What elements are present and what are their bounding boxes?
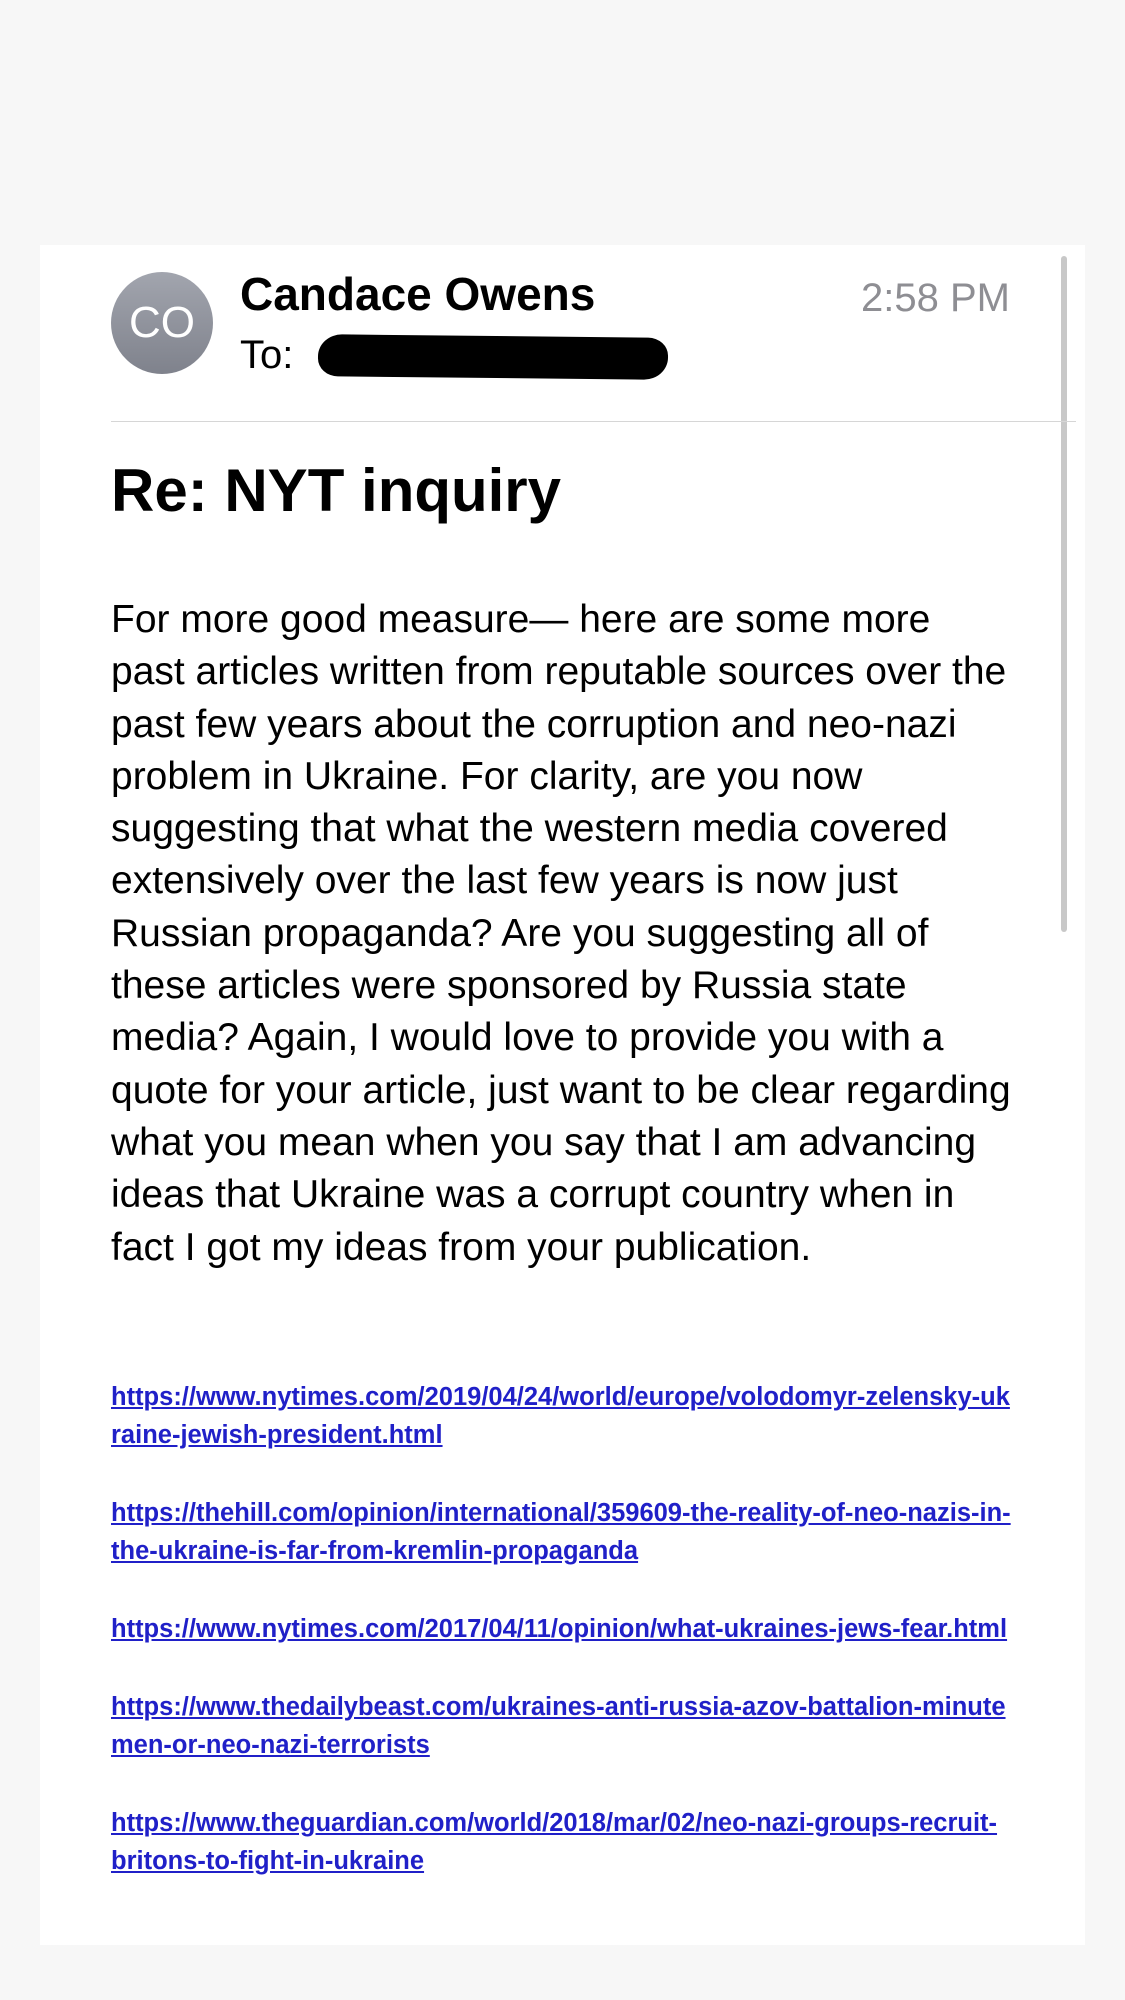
article-link-1[interactable]: https://www.nytimes.com/2019/04/24/world/europe/volodomyr-zelensky-ukraine-jewish-president.html bbox=[111, 1383, 1010, 1449]
to-label: To: bbox=[240, 333, 294, 377]
email-body: For more good measure— here are some more past articles written from reputable sources over the past few years about the corruption and neo-nazi problem in Ukraine. For clarity, are you now suggesting that what the western media covered extensively over the last few years is now just Russian propaganda? Are you suggesting all of these articles were sponsored by Russia state media? Again, I would love to provide you with a quote for your article, just want to be clear regarding what you mean when you say that I am advancing ideas that Ukraine was a corrupt country when in fact I got my ideas from your publication. bbox=[111, 598, 1011, 1269]
recipient-line[interactable] bbox=[240, 330, 293, 380]
article-link-3[interactable]: https://www.nytimes.com/2017/04/11/opinion/what-ukraines-jews-fear.html bbox=[111, 1615, 1008, 1643]
link-list bbox=[111, 1378, 1011, 1920]
email-subject: Re: NYT inquiry bbox=[111, 457, 562, 524]
article-link-5[interactable]: https://www.theguardian.com/world/2018/mar/02/neo-nazi-groups-recruit-britons-to-fight-in-ukraine bbox=[111, 1809, 998, 1875]
article-link-4[interactable]: https://www.thedailybeast.com/ukraines-anti-russia-azov-battalion-minutemen-or-neo-nazi-terrorists bbox=[111, 1693, 1006, 1759]
timestamp: 2:58 PM bbox=[861, 276, 1010, 320]
avatar[interactable]: CO bbox=[111, 272, 213, 374]
article-link-2[interactable]: https://thehill.com/opinion/international/359609-the-reality-of-neo-nazis-in-the-ukraine-is-far-from-kremlin-propaganda bbox=[111, 1499, 1011, 1565]
header-divider bbox=[111, 421, 1076, 422]
sender-name[interactable]: Candace Owens bbox=[240, 268, 596, 320]
redaction-mark bbox=[318, 334, 668, 380]
scrollbar[interactable] bbox=[1061, 256, 1067, 932]
